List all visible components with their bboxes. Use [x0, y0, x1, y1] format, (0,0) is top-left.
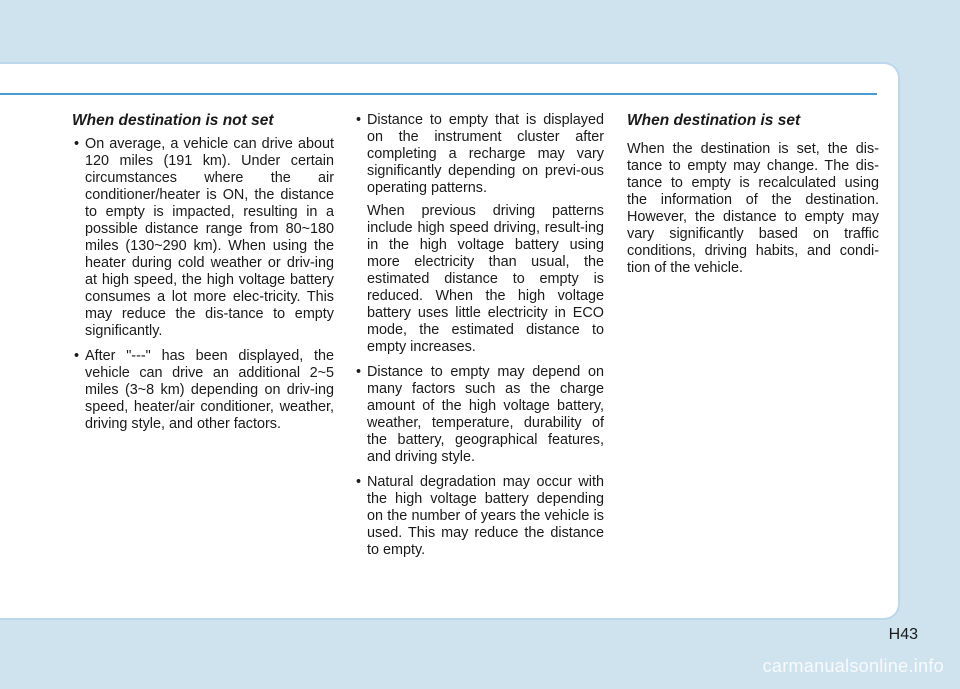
column-middle [354, 112, 604, 567]
paragraph: When the destination is set, the dis-tance to empty may change. The dis-tance to empty is recalculated using the information of the destination. However, the distance to empty may vary significantly based on traffic conditions, driving habits, and condi-tion of the vehicle. [627, 141, 879, 276]
bullet-list-middle [354, 112, 604, 559]
section-heading-set: When destination is set [627, 112, 801, 129]
page-number: H43 [888, 626, 918, 643]
column-right [627, 112, 879, 277]
bullet-item: • Natural degradation may occur with the high voltage battery depending on the number of years the vehicle is used. This may reduce the distance to empty. [354, 474, 604, 559]
bullet-text: Distance to empty that is displayed on the instrument cluster after completing a recharge may vary significantly depending on previ-ous operating patterns. [367, 112, 604, 196]
bullet-item: • Distance to empty may depend on many factors such as the charge amount of the high voltage battery, weather, temperature, durability of the battery, geographical features, and driving style. [354, 364, 604, 466]
bullet-list-left [72, 136, 334, 433]
bullet-continuation: When previous driving patterns include high speed driving, result-ing in the high voltage battery using more electricity than usual, the estimated distance to empty is reduced. When the high voltage battery uses little electricity in ECO mode, the estimated distance to empty increases. [367, 203, 604, 355]
bullet-item: • On average, a vehicle can drive about 120 miles (191 km). Under certain circumstances where the air conditioner/heater is ON, the distance to empty is impacted, resulting in a possible distance range from 80~180 miles (130~290 km). When using the heater during cold weather or driv-ing at high speed, the high voltage battery consumes a lot more elec-tricity. This may reduce the dis-tance to empty significantly. [72, 136, 334, 340]
column-left [72, 112, 334, 441]
section-heading-not-set: When destination is not set [72, 112, 274, 129]
header-rule [0, 93, 877, 95]
watermark: carmanualsonline.info [762, 656, 944, 676]
bullet-item [354, 112, 604, 356]
bullet-item: • After "---" has been displayed, the vehicle can drive an additional 2~5 miles (3~8 km) depending on driv-ing speed, heater/air conditioner, weather, driving style, and other factors. [72, 348, 334, 433]
